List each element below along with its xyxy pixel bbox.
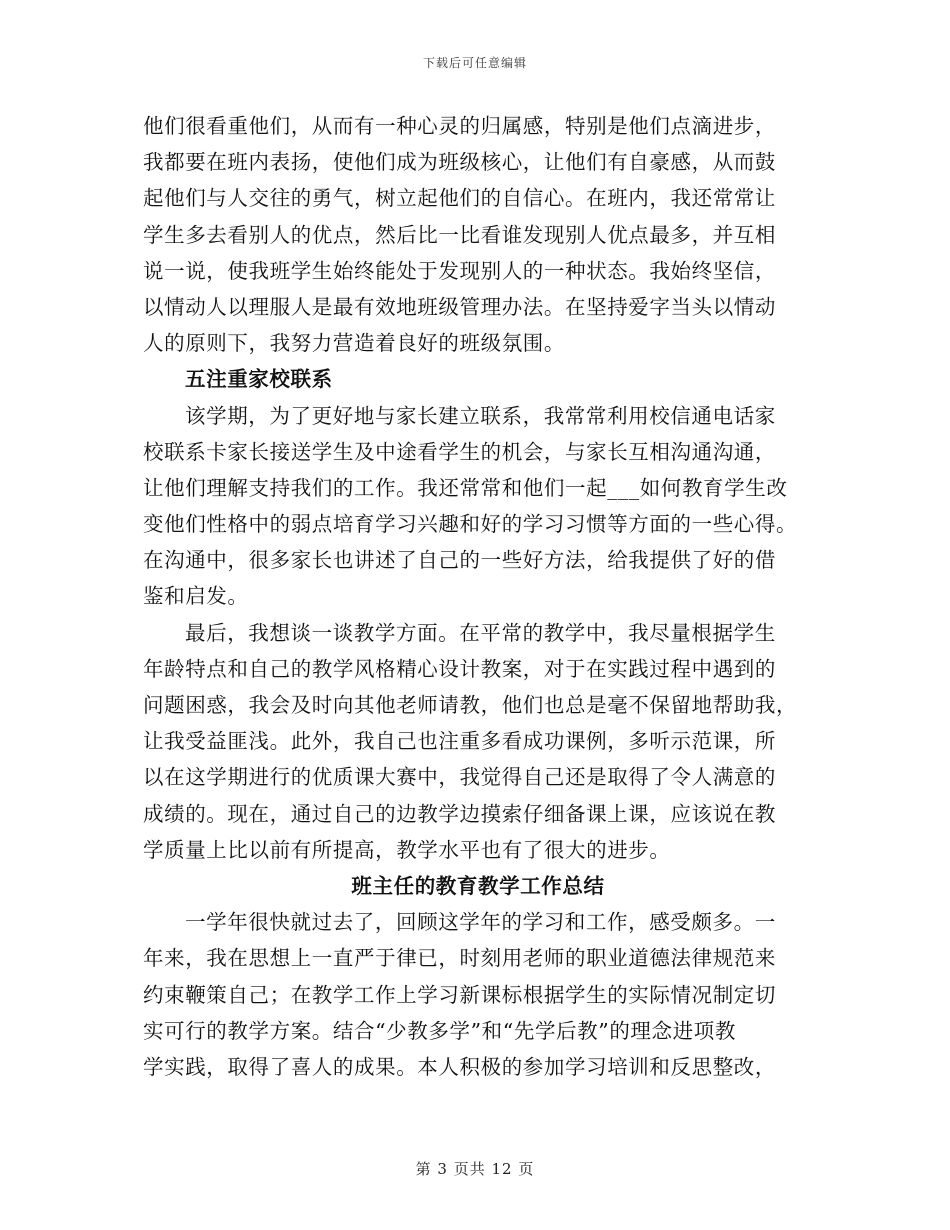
text-line: 学生多去看别人的优点，然后比一比看谁发现别人优点最多，并互相 [143, 222, 776, 247]
text-line: 校联系卡家长接送学生及中途看学生的机会，与家长互相沟通沟通， [143, 439, 776, 464]
text-line: 鉴和启发。 [143, 584, 249, 609]
text-line: 以在这学期进行的优质课大赛中，我觉得自己还是取得了令人满意的 [143, 765, 776, 790]
header-note: 下载后可任意编辑 [422, 56, 527, 70]
paragraph-summary-intro [143, 904, 813, 1085]
text-line: 他们很看重他们，从而有一种心灵的归属感，特别是他们点滴进步， [143, 114, 776, 138]
text-line: 年来，我在思想上一直严于律已，时刻用老师的职业道德法律规范来 [143, 946, 776, 971]
text-line: 最后，我想谈一谈教学方面。在平常的教学中，我尽量根据学生 [185, 620, 776, 645]
text-line: 学实践，取得了喜人的成果。本人积极的参加学习培训和反思整改， [143, 1054, 776, 1079]
paragraph-class-management [143, 108, 813, 361]
text-line: 年龄特点和自己的教学风格精心设计教案，对于在实践过程中遇到的 [143, 656, 776, 681]
text-line: 在沟通中，很多家长也讲述了自己的一些好方法，给我提供了好的借 [143, 548, 776, 573]
text-line: 以情动人以理服人是最有效地班级管理办法。在坚持爱字当头以情动 [143, 294, 776, 319]
page-number: 第 3 页共 12 页 [415, 1160, 535, 1178]
text-line: 变他们性格中的弱点培育学习兴趣和好的学习习惯等方面的一些心得。 [143, 512, 798, 537]
paragraph-home-school [143, 398, 813, 615]
document-body [143, 108, 813, 1085]
section-heading-home-school: 五注重家校联系 [185, 367, 333, 392]
text-line: 人的原则下，我努力营造着良好的班级氛围。 [143, 331, 565, 356]
text-line: 一学年很快就过去了，回顾这学年的学习和工作，感受颇多。一 [185, 910, 776, 935]
text-line: 说一说，使我班学生始终能处于发现别人的一种状态。我始终坚信， [143, 258, 776, 283]
text-line: 让他们理解支持我们的工作。我还常常和他们一起___如何教育学生改 [143, 475, 788, 500]
text-line: 学质量上比以前有所提高，教学水平也有了很大的进步。 [143, 837, 671, 862]
text-line: 约束鞭策自己；在教学工作上学习新课标根据学生的实际情况制定切 [143, 982, 776, 1007]
document-title: 班主任的教育教学工作总结 [351, 873, 605, 898]
text-line: 该学期，为了更好地与家长建立联系，我常常利用校信通电话家 [185, 403, 776, 428]
text-line: 成绩的。现在，通过自己的边教学边摸索仔细备课上课，应该说在教 [143, 801, 776, 826]
text-line: 起他们与人交往的勇气，树立起他们的自信心。在班内，我还常常让 [143, 186, 776, 211]
paragraph-teaching [143, 615, 813, 868]
text-line: 实可行的教学方案。结合“少教多学”和“先学后教”的理念进项教 [143, 1018, 736, 1043]
text-line: 问题困惑，我会及时向其他老师请教，他们也总是毫不保留地帮助我， [143, 693, 798, 717]
text-line: 我都要在班内表扬，使他们成为班级核心，让他们有自豪感，从而鼓 [143, 150, 776, 175]
text-line: 让我受益匪浅。此外，我自己也注重多看成功课例，多听示范课，所 [143, 729, 776, 754]
